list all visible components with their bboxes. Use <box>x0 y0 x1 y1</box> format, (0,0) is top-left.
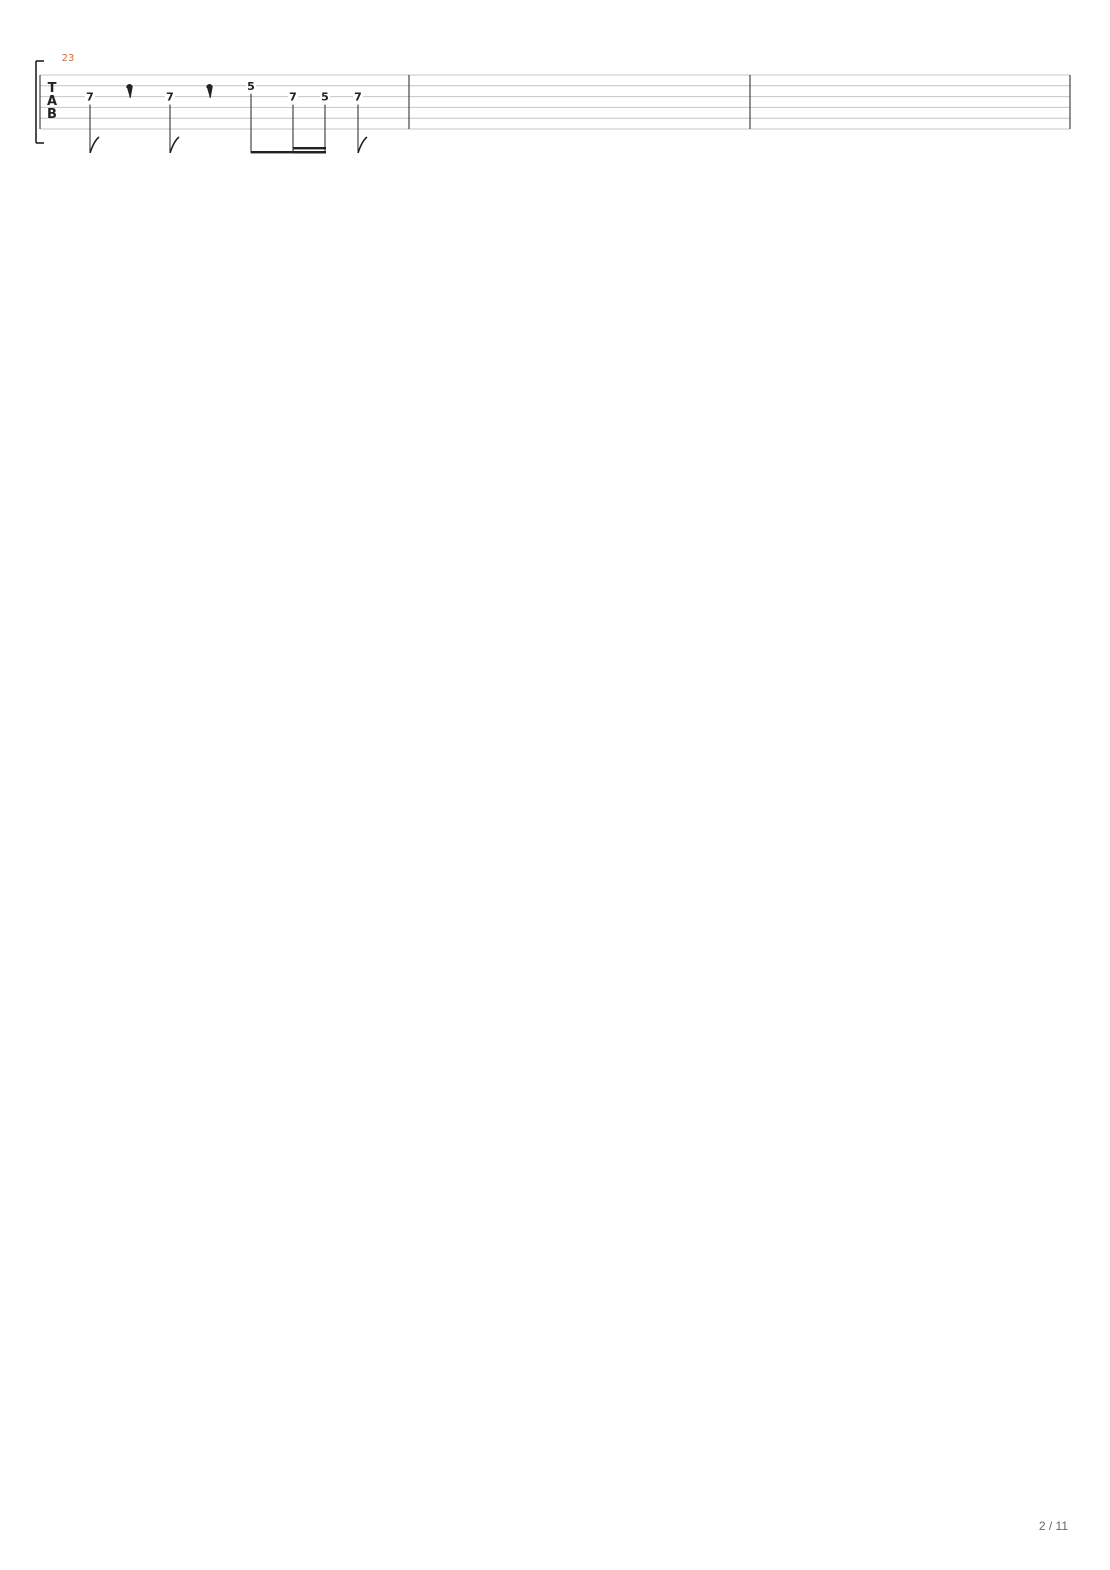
eighth-flag <box>358 137 367 153</box>
beam-secondary <box>293 147 326 149</box>
page-number: 2 / 11 <box>1038 1519 1068 1533</box>
fret-number: 7 <box>354 90 362 104</box>
eighth-flag <box>90 137 99 153</box>
fret-number: 7 <box>86 90 94 104</box>
fret-number: 5 <box>247 79 255 93</box>
tab-clef <box>47 81 57 122</box>
beam <box>293 151 326 153</box>
fret-number: 7 <box>289 90 297 104</box>
measure-number: 23 <box>61 53 75 64</box>
eighth-rest <box>127 85 132 98</box>
eighth-flag <box>170 137 179 153</box>
tab-system <box>36 53 1070 153</box>
tab-clef-letter: B <box>47 107 57 122</box>
eighth-rest <box>207 85 212 98</box>
measure <box>62 53 367 153</box>
tab-clef-letter: A <box>46 94 58 109</box>
tab-clef-letter: T <box>47 81 57 96</box>
fret-number: 5 <box>321 90 329 104</box>
fret-number: 7 <box>166 90 174 104</box>
